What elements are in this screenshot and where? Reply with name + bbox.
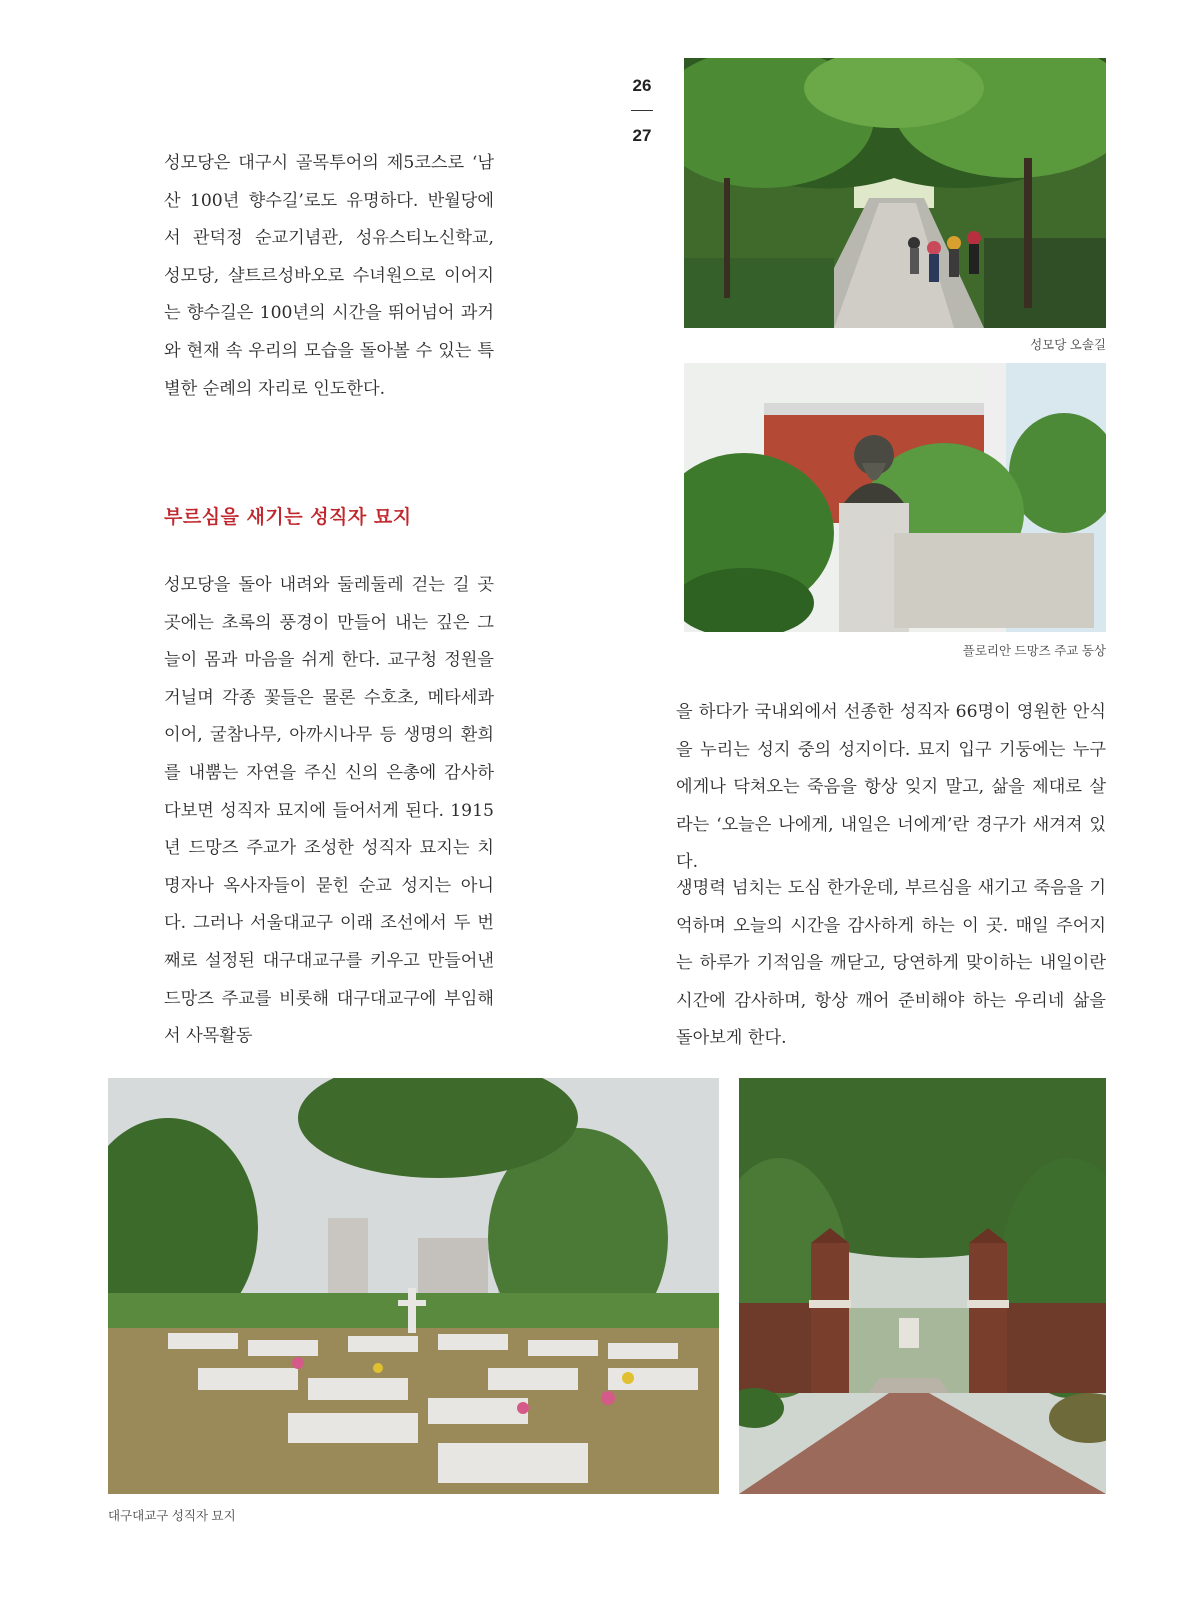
intro-paragraph: 성모당은 대구시 골목투어의 제5코스로 ‘남산 100년 향수길’로도 유명하다. 반월당에서 관덕정 순교기념관, 성유스티노신학교, 성모당, 샬트르성바오로 수녀원으로 이어지는 향수길은 100년의 시간을 뛰어넘어 과거와 현재 속 우리의 모습을 돌아볼 수 있는 특별한 순례의 자리로 인도한다. [164,153,494,399]
section-heading: 부르심을 새기는 성직자 묘지 [164,506,412,528]
section-paragraph-right-2: 생명력 넘치는 도심 한가운데, 부르심을 새기고 죽음을 기억하며 오늘의 시간을 감사하게 하는 이 곳. 매일 주어지는 하루가 기적임을 깨닫고, 당연하게 맞이하는 내일이란 시간에 감사하며, 항상 깨어 준비해야 하는 우리네 삶을 돌아보게 한다. [676,878,1106,1049]
photo-cemetery-gate [739,1078,1106,1494]
section-paragraph-left: 성모당을 돌아 내려와 둘레둘레 걷는 길 곳곳에는 초록의 풍경이 만들어 내는 깊은 그늘이 몸과 마음을 쉬게 한다. 교구청 정원을 거닐며 각종 꽃들은 물론 수호초, 메타세콰이어, 굴참나무, 아까시나무 등 생명의 환희를 내뿜는 자연을 주신 신의 은총에 감사하다보면 성직자 묘지에 들어서게 된다. 1915년 드망즈 주교가 조성한 성직자 묘지는 치명자나 옥사자들이 묻힌 순교 성지는 아니다. 그러나 서울대교구 이래 조선에서 두 번째로 설정된 대구대교구를 키우고 만들어낸 드망즈 주교를 비롯해 대구대교구에 부임해서 사목활동 [164,575,494,1047]
photo-bishop-statue [684,363,1106,632]
caption-cemetery: 대구대교구 성직자 묘지 [108,1509,236,1523]
section-paragraph-right-1: 을 하다가 국내외에서 선종한 성직자 66명이 영원한 안식을 누리는 성지 중의 성지이다. 묘지 입구 기둥에는 누구에게나 닥쳐오는 죽음을 항상 잊지 말고, 삶을 제대로 살라는 ‘오늘은 나에게, 내일은 너에게’란 경구가 새겨져 있다. [676,702,1106,873]
caption-tree-lined-path: 성모당 오솔길 [1030,338,1106,352]
page-number-divider [631,110,653,111]
photo-cemetery [108,1078,719,1494]
page-number-right: 27 [632,126,652,145]
page-number-left: 26 [632,76,652,95]
photo-tree-lined-path [684,58,1106,328]
caption-bishop-statue: 플로리안 드망즈 주교 동상 [962,644,1106,658]
